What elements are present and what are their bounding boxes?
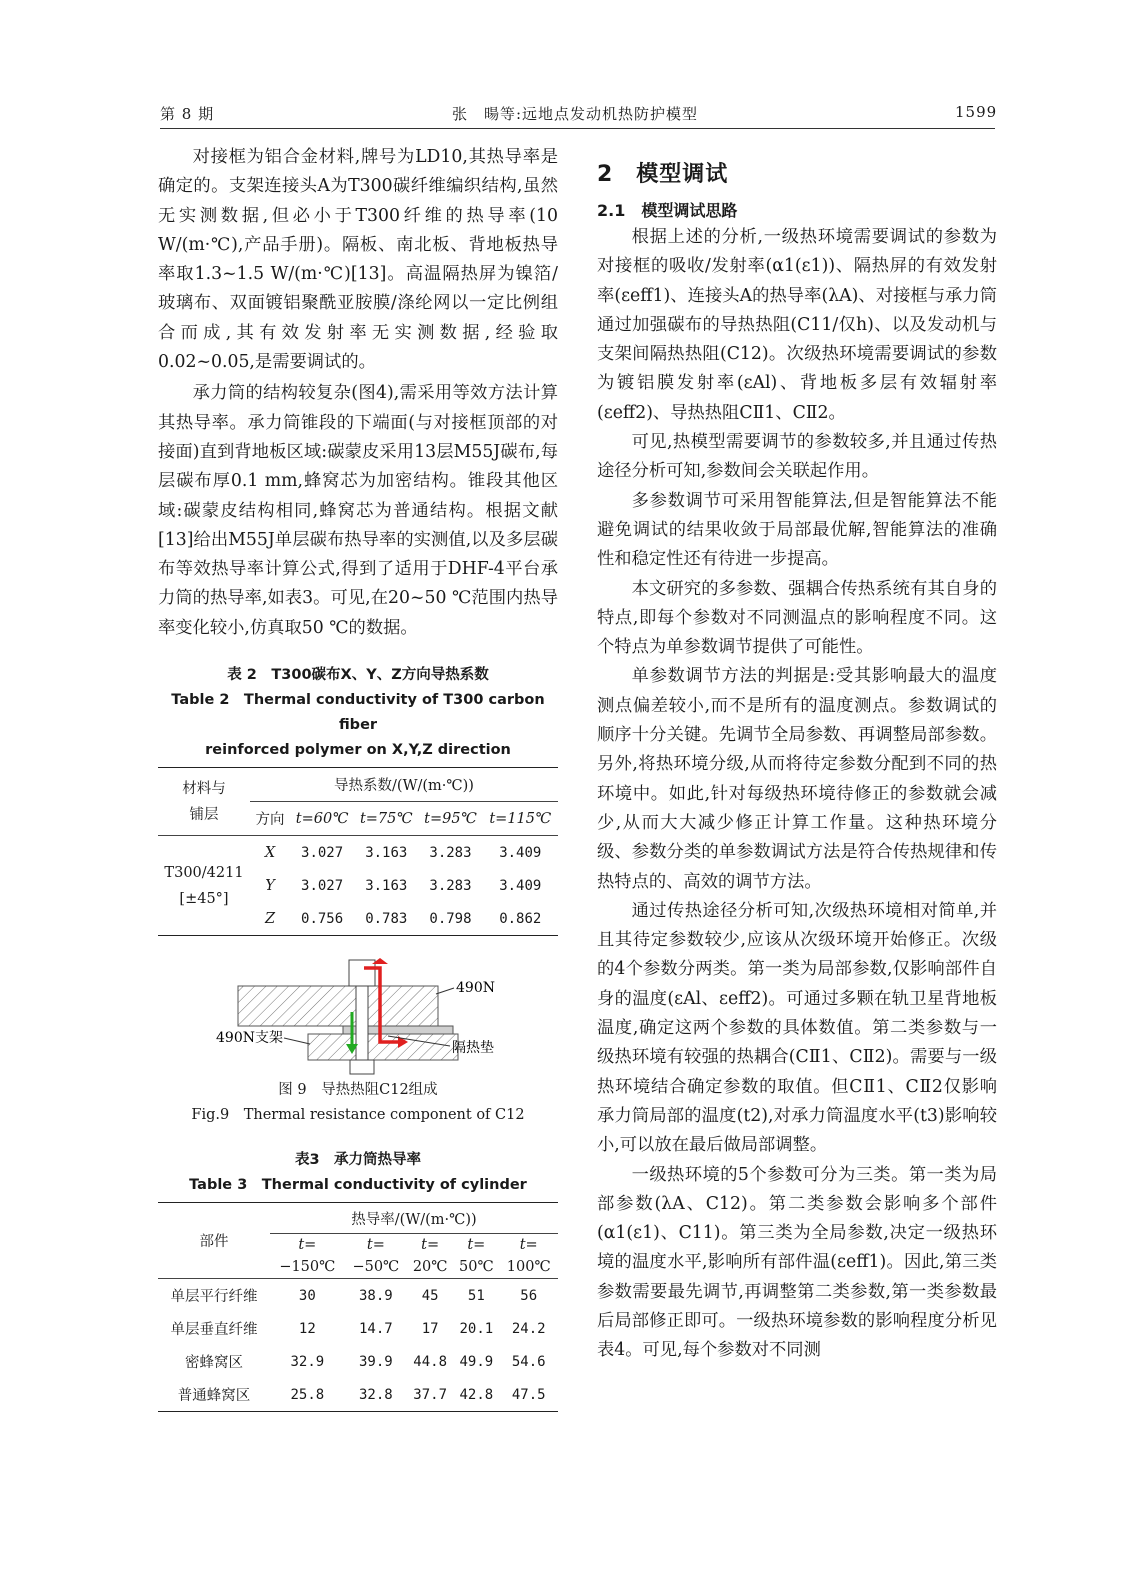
table-3-cell: 单层平行纤维 [170,1289,258,1306]
table-2-header-col: t=95℃ [424,810,477,827]
table-2-cell: 0.783 [365,910,408,927]
table-3-header-temp: 20℃ [412,1259,448,1276]
table-3-cell: 42.8 [459,1386,494,1403]
table-3-cell: 17 [421,1320,439,1337]
table-3-cell: 45 [421,1287,439,1304]
leader-490n [436,988,454,994]
table-3-cell: 37.7 [413,1386,448,1403]
table-2-header-material [158,768,250,836]
leader-bracket [284,1038,310,1044]
table-3-header-group: 热导率/(W/(m·℃)) [270,1203,558,1234]
table-3-cell: 单层垂直纤维 [170,1322,258,1339]
table-3-cell: 38.9 [359,1287,393,1304]
header-title: 张 暘等:远地点发动机热防护模型 [452,105,699,123]
subsection-title: 2.1 模型调试思路 [597,201,738,220]
table-2-caption-cn: 表 2 T300碳布X、Y、Z方向导热系数 [227,667,489,684]
table-2-cell: 0.862 [499,910,542,927]
table-3-row [158,1345,558,1378]
table-3-cell: 56 [520,1287,538,1304]
right-paragraph-5: 单参数调节方法的判据是:受其影响最大的温度测点偏差较小,而不是所有的温度测点。参数调试的顺序十分关键。先调节全局参数、再调整局部参数。另外,将热环境分级,从而将待定参数分配到不同的热环境中。如此,针对每级热环境待修正的参数就会减少,从而大大减少修正计算工作量。这种热环境分级、参数分类的单参数调试方法是符合传热规律和传热特点的、高效的调节方法。 [597,666,997,892]
table-2-cell: Y [265,877,275,894]
table-2-cell: 3.163 [365,844,408,861]
table-3-cell: 54.6 [511,1353,546,1370]
table-3-header-temp: −50℃ [352,1259,400,1276]
table-3-cell: 24.2 [511,1320,546,1337]
figure-9-diagram [158,958,558,1078]
table-3-cell: 44.8 [413,1353,448,1370]
table-3-header-t: t= [298,1237,317,1254]
table-3-header-temp: 50℃ [459,1259,494,1276]
table-3-header-col [453,1234,499,1279]
left-paragraph-1: 对接框为铝合金材料,牌号为LD10,其热导率是确定的。支架连接头A为T300碳纤维编织结构,虽然无实测数据,但必小于T300纤维的热导率(10 W/(m·℃),产品手册)。隔板、南北板、背地板热导率取1.3~1.5 W/(m·℃)[13]。高温隔热屏为镍箔/玻璃布、双面镀铝聚酰亚胺膜/涤纶网以一定比例组合而成,其有效发射率无实测数据,经验取0.02~0.05,是需要调试的。 [158,147,558,373]
table-3-header-col [407,1234,453,1279]
table-2-material-line2: [±45°] [179,890,229,907]
right-column [597,143,997,1366]
nut [350,1060,374,1074]
header-issue: 第 8 期 [160,105,215,123]
table-2-material [158,836,250,936]
table-2-cell: 3.409 [499,877,542,894]
table-3-header-t: t= [366,1237,385,1254]
table-3-row [158,1279,558,1313]
table-3-header-col [270,1234,345,1279]
table-3-header-col [499,1234,558,1279]
table-2-cell: 0.798 [429,910,472,927]
right-paragraph-1: 根据上述的分析,一级热环境需要调试的参数为对接框的吸收/发射率(α1(ε1))、隔热屏的有效发射率(εeff1)、连接头A的热导率(λA)、对接框与承力筒通过加强碳布的导热热阻(C11/仅h)、以及发动机与支架间隔热热阻(C12)。次级热环境需要调试的参数为镀铝膜发射率(εAl)、背地板多层有效辐射率(εeff2)、导热热阻CⅡ1、CⅡ2。 [597,227,997,423]
table-3-cell: 14.7 [359,1320,393,1337]
figure-9 [158,958,558,1078]
table-2-cell: X [264,844,276,861]
table-3-header-t: t= [467,1237,486,1254]
figure-9-caption-cn: 图 9 导热热阻C12组成 [278,1082,438,1099]
table-2-header-group: 导热系数/(W/(m·℃)) [250,768,558,802]
table-3-header-t: t= [519,1237,538,1254]
table-2-caption-en-1: Table 2 Thermal conductivity of T300 carbon fiber [171,692,545,734]
table-2-cell: Z [264,910,276,927]
table-2-material-line1: T300/4211 [164,864,244,881]
table-2-cell: 0.756 [301,910,344,927]
table-2-header-direction: 方向 [255,812,285,829]
table-2-cell: 3.283 [429,844,472,861]
table-2-header-material-line1: 材料与 [182,780,226,797]
table-3-cell: 51 [467,1287,485,1304]
section-title: 2 模型调试 [597,162,729,187]
table-3-caption-cn: 表3 承力筒热导率 [294,1152,422,1169]
table-3-cell: 39.9 [359,1353,393,1370]
upper-plate [238,986,438,1026]
table-2-cell: 3.027 [301,844,344,861]
left-paragraph-2: 承力筒的结构较复杂(图4),需采用等效方法计算其热导率。承力筒锥段的下端面(与对接框顶部的对接面)直到背地板区域:碳蒙皮采用13层M55J碳布,每层碳布厚0.1 mm,蜂窝芯为加密结构。锥段其他区域:碳蒙皮结构相同,蜂窝芯为普通结构。根据文献[13]给出M55J单层碳布热导率的实测值,以及多层碳布等效热导率计算公式,得到了适用于DHF-4平台承力筒的热导率,如表3。可见,在20~50 ℃范围内热导率变化较小,仿真取50 ℃的数据。 [158,383,558,638]
table-2 [158,767,558,936]
table-3-cell: 49.9 [459,1353,494,1370]
table-3-header-t: t= [421,1237,440,1254]
left-column [158,143,558,1412]
right-paragraph-3: 多参数调节可采用智能算法,但是智能算法不能避免调试的结果收敛于局部最优解,智能算法的准确性和稳定性还有待进一步提高。 [597,490,997,570]
table-3-cell: 25.8 [290,1386,325,1403]
table-3-cell: 32.9 [290,1353,325,1370]
table-2-block [158,663,558,936]
right-paragraph-2: 可见,热模型需要调节的参数较多,并且通过传热途径分析可知,参数间会关联起作用。 [597,432,997,482]
label-bracket: 490N支架 [216,1030,283,1047]
figure-9-caption-en: Fig.9 Thermal resistance component of C12 [191,1107,525,1124]
table-2-cell: 3.283 [429,877,472,894]
table-3-row [158,1312,558,1345]
table-3-caption-en: Table 3 Thermal conductivity of cylinder [189,1177,527,1194]
bolt-head [349,960,375,986]
table-3 [158,1202,558,1412]
table-2-caption-en-2: reinforced polymer on X,Y,Z direction [205,742,511,759]
table-3-cell: 30 [298,1287,316,1304]
table-3-row [158,1378,558,1412]
table-3-cell: 47.5 [511,1386,546,1403]
table-2-header-col: t=115℃ [489,810,552,827]
table-3-block [158,1148,558,1412]
right-paragraph-6: 通过传热途径分析可知,次级热环境相对简单,并且其待定参数较少,应该从次级环境开始修正。次级的4个参数分两类。第一类为局部参数,仅影响部件自身的温度(εAl、εeff2)。可通过多颗在轨卫星背地板温度,确定这两个参数的具体数值。第二类参数与一级热环境有较强的热耦合(CⅡ1、CⅡ2)。需要与一级热环境结合确定参数的取值。但CⅡ1、CⅡ2仅影响承力筒局部的温度(t2),对承力筒温度水平(t3)影响较小,可以放在最后做局部调整。 [597,900,997,1156]
right-paragraph-4: 本文研究的多参数、强耦合传热系统有其自身的特点,即每个参数对不同测温点的影响程度不同。这个特点为单参数调节提供了可能性。 [597,578,997,658]
table-2-cell: 3.163 [365,877,408,894]
table-2-cell: 3.027 [301,877,344,894]
table-2-header-material-line2: 铺层 [189,806,219,823]
table-3-header-temp: −150℃ [279,1259,336,1276]
label-pad: 隔热垫 [452,1040,494,1057]
table-3-header-part: 部件 [158,1203,270,1279]
right-paragraph-7: 一级热环境的5个参数可分为三类。第一类为局部参数(λA、C12)。第二类参数会影响多个部件(α1(ε1)、C11)。第三类为全局参数,决定一级热环境的温度水平,影响所有部件温(εeff1)。因此,第三类参数需要最先调节,再调整第二类参数,第一类参数最后局部修正即可。一级热环境参数的影响程度分析见表4。可见,每个参数对不同测 [597,1164,997,1361]
table-2-cell: 3.409 [499,844,542,861]
table-3-header-col [345,1234,407,1279]
table-3-cell: 普通蜂窝区 [177,1388,251,1405]
table-3-cell: 密蜂窝区 [185,1355,243,1372]
table-3-header-temp: 100℃ [506,1259,551,1276]
header-rule [160,128,995,129]
table-3-cell: 12 [298,1320,316,1337]
table-3-cell: 32.8 [359,1386,393,1403]
table-3-cell: 20.1 [459,1320,494,1337]
table-2-header-col: t=75℃ [359,810,413,827]
header-page-number: 1599 [955,103,998,121]
table-2-header-col: t=60℃ [295,810,349,827]
label-490n: 490N [456,980,495,997]
lower-plate [308,1034,458,1060]
